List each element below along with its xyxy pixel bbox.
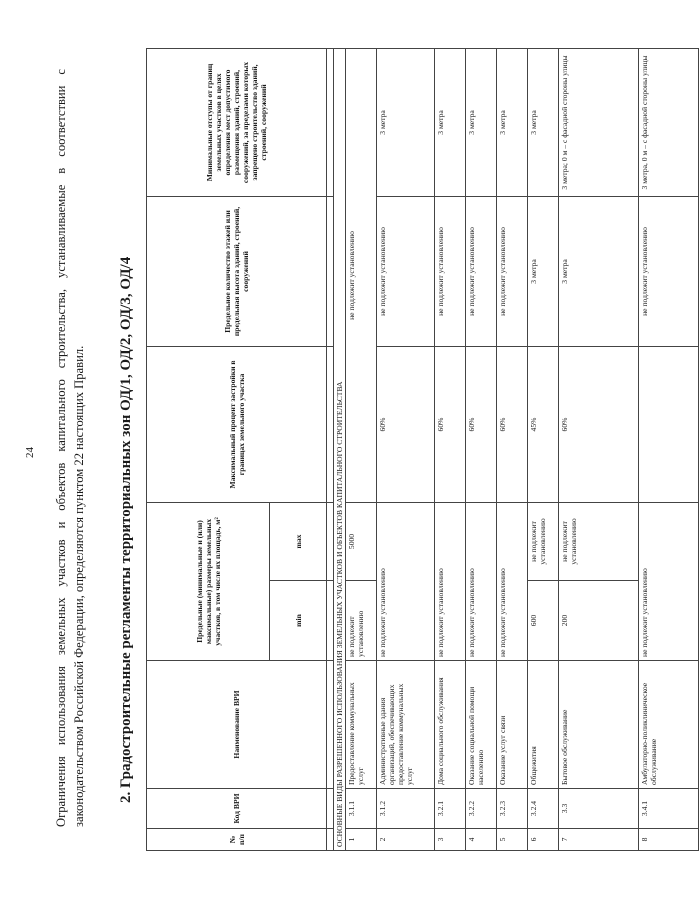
cell-floors: 3 метра (528, 196, 559, 346)
cell-num: 2 (377, 829, 435, 851)
header-min: min (270, 581, 327, 661)
section-title: 2. Градостроительные регламенты территориальных зон ОД/1, ОД/2, ОД/3, ОД/4 (118, 256, 134, 803)
table-row (466, 48, 497, 850)
cell-setback: 3 метра (497, 48, 528, 196)
page-number: 24 (24, 447, 36, 458)
cell-minmax: не подлежит установлению (639, 502, 699, 660)
table-row (528, 48, 559, 850)
cell-code: 3.2.2 (466, 789, 497, 829)
section-row (334, 48, 346, 850)
cell-min: 200 (559, 581, 639, 661)
cell-min: 600 (528, 581, 559, 661)
header-max: max (270, 502, 327, 580)
spacer-row (327, 48, 334, 850)
header-name: Наименование ВРИ (147, 661, 327, 789)
cell-num: 1 (346, 829, 377, 851)
cell-minmax: не подлежит установлению (497, 502, 528, 660)
table-row (497, 48, 528, 850)
cell-num: 8 (639, 829, 699, 851)
cell-floors: не подлежит установлению (497, 196, 528, 346)
cell-setback: 3 метра (377, 48, 435, 196)
cell-num: 7 (559, 829, 639, 851)
cell-num: 4 (466, 829, 497, 851)
cell-setback: 3 метра (435, 48, 466, 196)
header-setbacks: Минимальные отступы от границ земельных участков в целях определения мест допустимого размещения зданий, строений, сооружений, за пределами которых запрещено строительство зданий, строений, сооружений (147, 48, 327, 196)
cell-coverage: 60% (435, 346, 466, 502)
table-row (377, 48, 435, 850)
cell-name: Бытовое обслуживание (559, 661, 639, 789)
header-code: Код ВРИ (147, 789, 327, 829)
cell-code: 3.1.1 (346, 789, 377, 829)
cell-name: Оказание социальной помощи населению (466, 661, 497, 789)
cell-max: не подлежит установлению (528, 502, 559, 580)
cell-floors: не подлежит установлению (435, 196, 466, 346)
cell-name: Общежития (528, 661, 559, 789)
cell-name: Административные здания организаций, обеспечивающих предоставление коммунальных услуг (377, 661, 435, 789)
cell-max: не подлежит установлению (559, 502, 639, 580)
cell-name: Дома социального обслуживания (435, 661, 466, 789)
cell-minmax: не подлежит установлению (466, 502, 497, 660)
cell-code: 3.2.4 (528, 789, 559, 829)
header-plot-size: Предельные (минимальные и (или) максимальные) размеры земельных участков, в том числе их площадь, м² (147, 502, 270, 660)
section-label: ОСНОВНЫЕ ВИДЫ РАЗРЕШЕННОГО ИСПОЛЬЗОВАНИЯ ЗЕМЕЛЬНЫХ УЧАСТКОВ И ОБЪЕКТОВ КАПИТАЛЬНОГО СТРОИТЕЛЬСТВА (334, 48, 346, 850)
cell-code: 3.2.3 (497, 789, 528, 829)
cell-setback: 3 метра; 0 м – с фасадной стороны улицы (559, 48, 639, 196)
cell-coverage: 60% (559, 346, 639, 502)
cell-coverage: 60% (466, 346, 497, 502)
table-row (435, 48, 466, 850)
table-row (639, 48, 699, 850)
header-row (147, 48, 270, 850)
header-max-floors: Предельное количество этажей или предельная высота зданий, строений, сооружений (147, 196, 327, 346)
cell-floors: не подлежит установлению (639, 196, 699, 346)
cell-setback: 3 метра, 0 м – с фасадной стороны улицы (639, 48, 699, 196)
cell-num: 3 (435, 829, 466, 851)
cell-setback: 3 метра (528, 48, 559, 196)
cell-code: 3.3 (559, 789, 639, 829)
cell-name: Предоставление коммунальных услуг (346, 661, 377, 789)
cell-num: 5 (497, 829, 528, 851)
cell-minmax: не подлежит установлению (377, 502, 435, 660)
cell-code: 3.1.2 (377, 789, 435, 829)
cell-name: Оказание услуг связи (497, 661, 528, 789)
cell-code: 3.2.1 (435, 789, 466, 829)
cell-setback: 3 метра (466, 48, 497, 196)
intro-paragraph: Ограничения использования земельных участков и объектов капитального строительства, устанавливаемые в соответствии с законодательством Российской Федерации, определяются пунктом 22 настоящих Правил. (54, 69, 86, 827)
cell-coverage: 60% (497, 346, 528, 502)
cell-coverage: 60% (377, 346, 435, 502)
cell-floors: не подлежит установлению (466, 196, 497, 346)
cell-name: Амбулаторно-поликлиническое обслуживание (639, 661, 699, 789)
cell-code: 3.4.1 (639, 789, 699, 829)
cell-coverage (639, 346, 699, 502)
regulations-table (146, 48, 699, 851)
cell-num: 6 (528, 829, 559, 851)
cell-coverage: 45% (528, 346, 559, 502)
table-row (559, 48, 639, 850)
table-row (346, 48, 377, 850)
cell-floors: не подлежит установлению (377, 196, 435, 346)
cell-minmax: не подлежит установлению (435, 502, 466, 660)
header-max-coverage: Максимальный процент застройки в границах земельного участка (147, 346, 327, 502)
cell-floors: 3 метра (559, 196, 639, 346)
cell-merged: не подлежит установлению (346, 48, 377, 502)
cell-max: 5000 (346, 502, 377, 580)
header-num: № п/п (147, 829, 327, 851)
cell-min: не подлежит установлению (346, 581, 377, 661)
